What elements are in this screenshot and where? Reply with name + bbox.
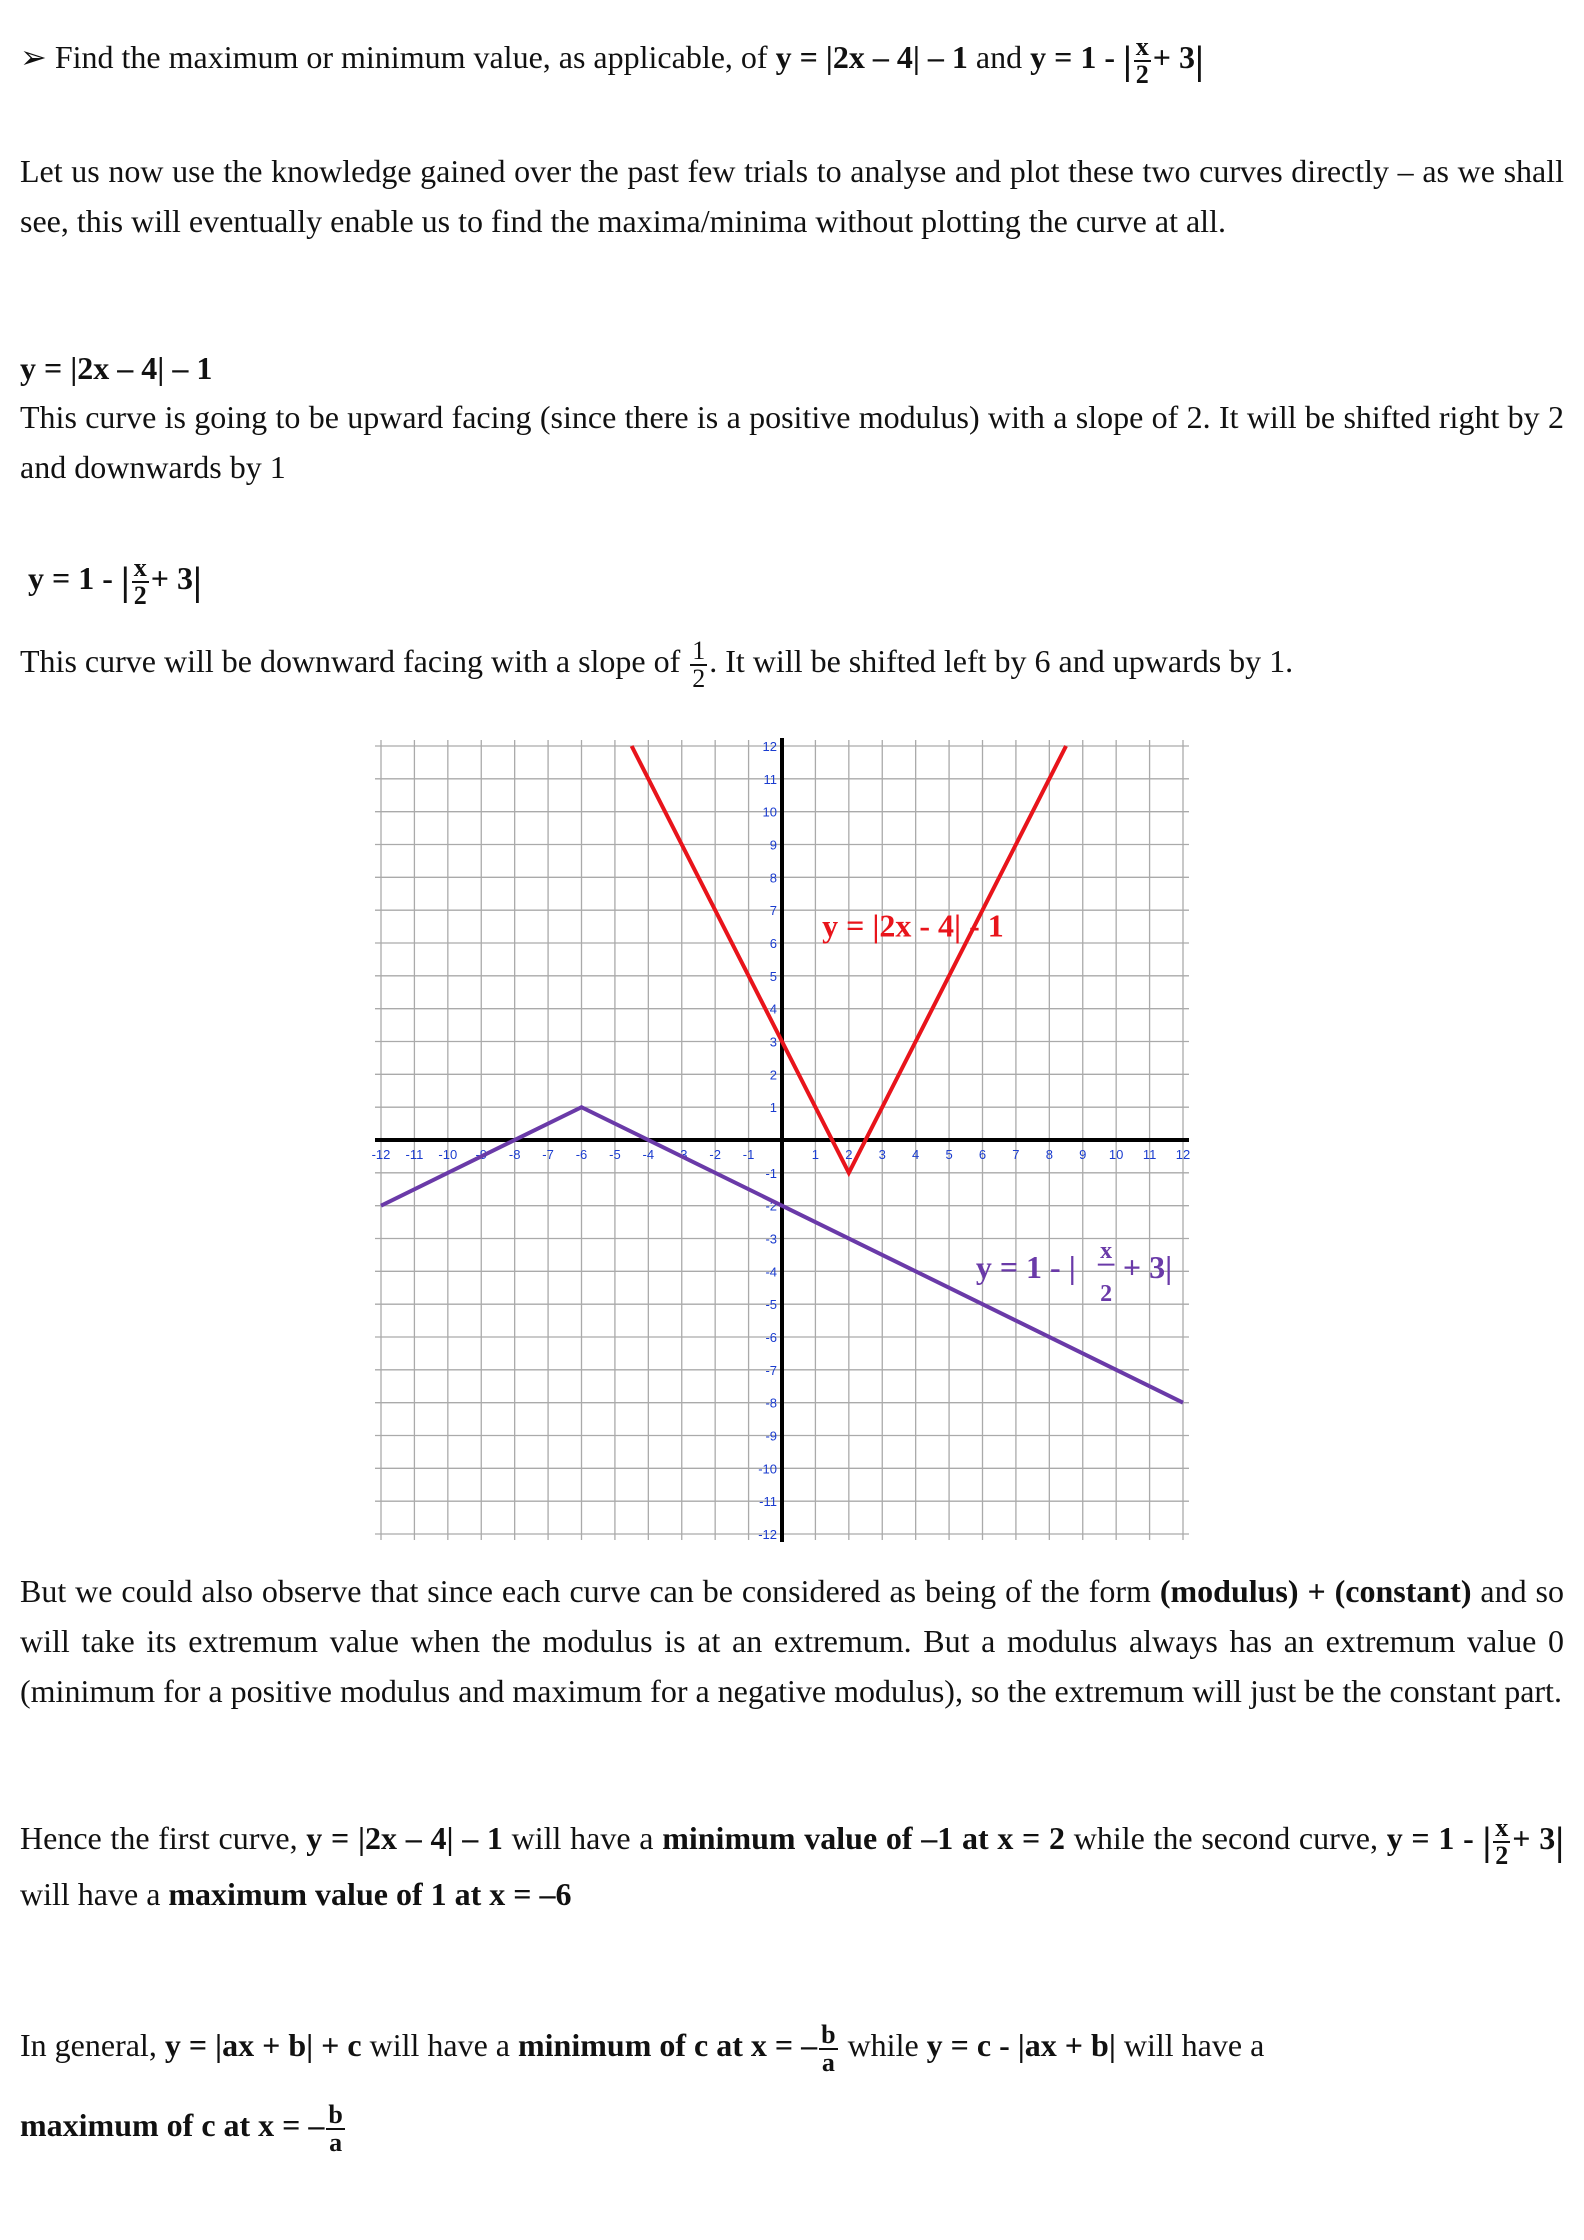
x-tick-label: -9 bbox=[475, 1147, 488, 1162]
x-tick-label: 2 bbox=[845, 1147, 853, 1162]
general-rule-paragraph: In general, y = |ax + b| + c will have a minimum of c at x = – $\frac{b}{a}$ while y = c - |ax + b| will have a maximum of c at x = – $\frac{b}{a}$ bbox=[20, 2019, 1265, 2157]
series-label-1: y = |2x - 4| - 1 bbox=[822, 907, 1004, 944]
curve1-description: This curve is going to be upward facing (since there is a positive modulus) with a slope of 2. It will be shifted right by 2 and downwards by 1 bbox=[20, 399, 1564, 485]
x-tick-label: -3 bbox=[675, 1147, 688, 1162]
x-tick-label: 8 bbox=[1045, 1147, 1053, 1162]
modulus-graph bbox=[370, 735, 1190, 1550]
y-tick-label: -7 bbox=[765, 1362, 777, 1378]
x-tick-label: 6 bbox=[978, 1147, 987, 1162]
y-tick-label: 2 bbox=[769, 1067, 777, 1083]
bullet-icon: ➢ bbox=[20, 39, 47, 75]
conclusion-paragraph: Hence the first curve, y = |2x – 4| – 1 will have a minimum value of –1 at x = 2 while the second curve, y = 1 - | $\frac{x}{2}$ + 3| will have a maximum value of 1 at x = –6 bbox=[20, 1812, 1565, 1912]
y-tick-label: 11 bbox=[763, 771, 777, 787]
curve1-heading: y = |2x – 4| – 1 bbox=[20, 350, 213, 386]
y-tick-label: -9 bbox=[765, 1428, 777, 1444]
y-tick-label: -11 bbox=[759, 1494, 777, 1510]
x-tick-label: 9 bbox=[1079, 1147, 1087, 1162]
x-tick-label: 10 bbox=[1108, 1147, 1124, 1162]
x-tick-label: -6 bbox=[575, 1147, 588, 1162]
y-tick-label: 9 bbox=[769, 837, 777, 853]
x-tick-label: 3 bbox=[878, 1147, 886, 1162]
y-tick-label: -1 bbox=[765, 1165, 777, 1181]
y-tick-label: -8 bbox=[765, 1395, 777, 1411]
series-label-2-post: + 3| bbox=[1122, 1248, 1173, 1285]
y-tick-label: 3 bbox=[769, 1034, 777, 1050]
x-tick-label: -4 bbox=[642, 1147, 655, 1162]
y-tick-label: 1 bbox=[769, 1100, 777, 1116]
y-tick-label: 12 bbox=[762, 739, 777, 754]
curve2-heading: y = 1 - | $\frac{x}{2}$ + 3| bbox=[28, 552, 202, 610]
x-tick-label: 5 bbox=[945, 1147, 953, 1162]
y-tick-label: -5 bbox=[765, 1297, 777, 1313]
y-tick-label: 8 bbox=[769, 870, 777, 886]
x-tick-label: -10 bbox=[438, 1147, 458, 1162]
y-tick-label: 7 bbox=[769, 903, 777, 919]
curve2-description: This curve will be downward facing with a slope of $\frac{1}{2}$ . It will be shifted left by 6 and upwards by 1. bbox=[20, 635, 1294, 693]
x-tick-label: 12 bbox=[1175, 1147, 1190, 1162]
x-tick-label: -7 bbox=[542, 1147, 554, 1162]
y-tick-label: -2 bbox=[765, 1198, 777, 1214]
y-tick-label: 5 bbox=[769, 968, 777, 984]
y-tick-label: 6 bbox=[769, 936, 777, 951]
series-label-2-den: 2 bbox=[1100, 1280, 1113, 1307]
x-tick-label: -2 bbox=[709, 1147, 721, 1162]
x-tick-label: -5 bbox=[609, 1147, 621, 1162]
y-tick-label: -6 bbox=[765, 1330, 777, 1345]
x-tick-label: 4 bbox=[912, 1147, 920, 1162]
intro-paragraph: Let us now use the knowledge gained over the past few trials to analyse and plot these two curves directly – as we shall see, this will eventually enable us to find the maxima/minima without plotting the curve at all. bbox=[20, 153, 1564, 239]
series-label-2: y = 1 - | bbox=[975, 1248, 1076, 1285]
observation-paragraph: But we could also observe that since each curve can be considered as being of the form (modulus) + (constant) and so will take its extremum value when the modulus is at an extremum. But a modulus always has an extremum value 0 (minimum for a positive modulus and maximum for a negative modulus), so the extremum will just be the constant part. bbox=[20, 1573, 1565, 1709]
y-tick-label: -3 bbox=[765, 1231, 777, 1247]
x-tick-label: -8 bbox=[508, 1147, 521, 1162]
task-statement: ➢ Find the maximum or minimum value, as applicable, of y = |2x – 4| – 1 and y = 1 - | $\frac{x}{2}$ + 3| bbox=[20, 31, 1204, 89]
y-tick-label: -12 bbox=[758, 1527, 777, 1542]
y-tick-label: -10 bbox=[758, 1461, 777, 1477]
y-tick-label: 10 bbox=[762, 804, 777, 820]
x-tick-label: -11 bbox=[405, 1147, 424, 1162]
x-tick-label: 7 bbox=[1012, 1147, 1020, 1162]
x-tick-label: -1 bbox=[742, 1147, 755, 1162]
y-tick-label: 4 bbox=[769, 1001, 777, 1017]
series-label-2-num: x bbox=[1100, 1238, 1113, 1265]
x-tick-label: -12 bbox=[371, 1147, 391, 1162]
y-tick-label: -4 bbox=[765, 1264, 777, 1280]
x-tick-label: 11 bbox=[1142, 1147, 1157, 1162]
x-tick-label: 1 bbox=[811, 1147, 820, 1162]
